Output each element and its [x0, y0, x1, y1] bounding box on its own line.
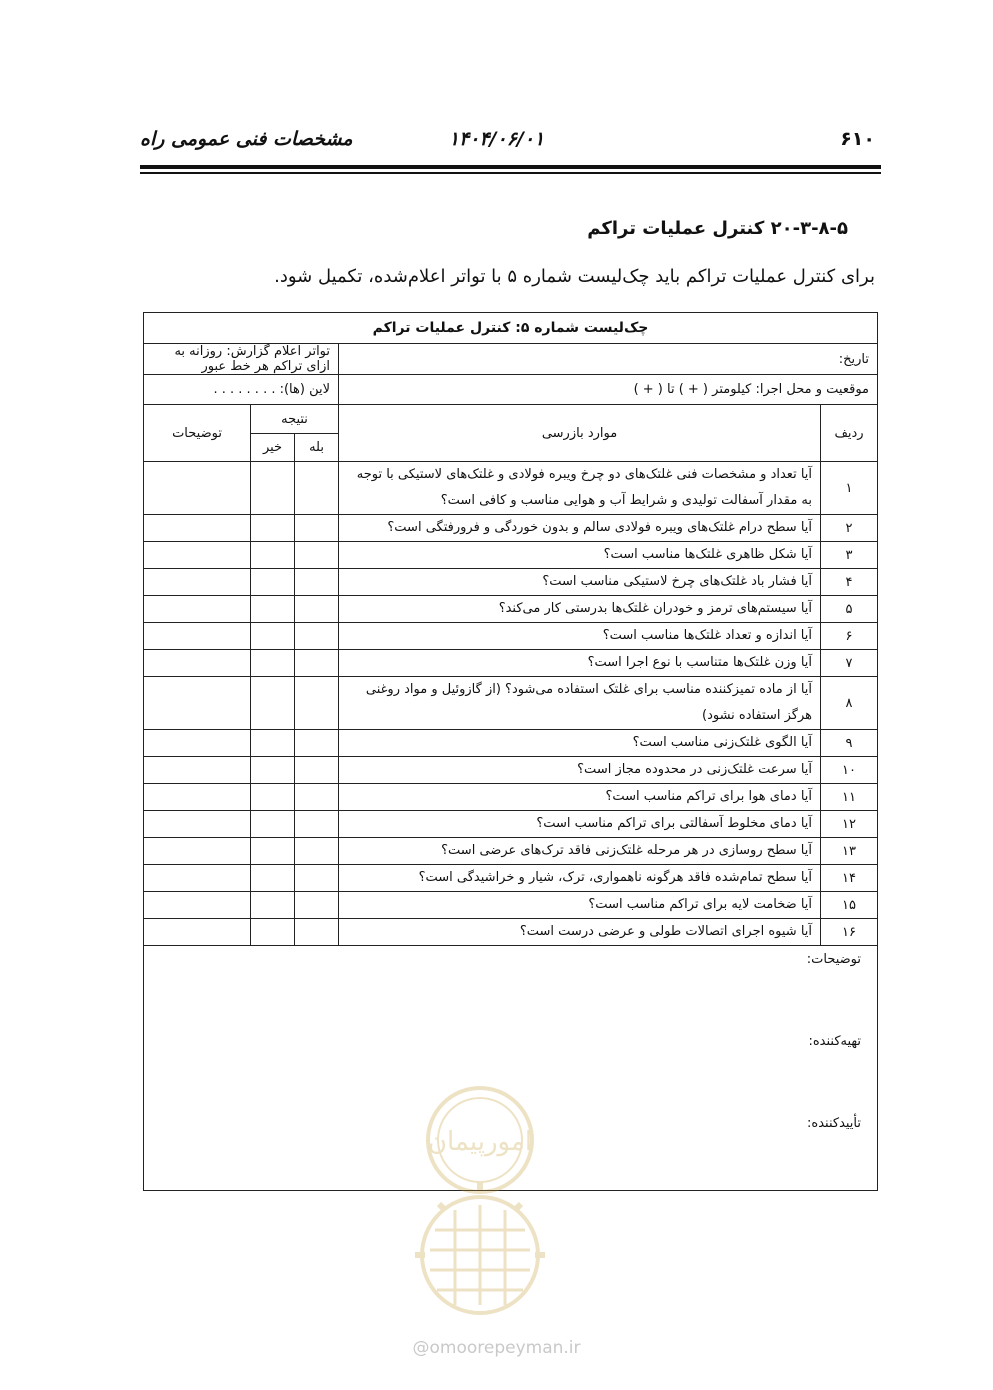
watermark-logo: [385, 1080, 575, 1340]
row-no-cell: [251, 730, 295, 757]
row-number: ۶: [821, 623, 878, 650]
row-number: ۱۵: [821, 892, 878, 919]
row-yes-cell: [295, 569, 339, 596]
row-no-cell: [251, 838, 295, 865]
row-no-cell: [251, 865, 295, 892]
col-header-notes: توضیحات: [144, 405, 251, 462]
row-yes-cell: [295, 542, 339, 569]
table-row: [144, 650, 878, 677]
col-header-row: ردیف: [821, 405, 878, 462]
row-number: ۵: [821, 596, 878, 623]
row-yes-cell: [295, 865, 339, 892]
row-question: آیا از ماده تمیزکننده مناسب برای غلتک استفاده می‌شود؟ (از گازوئیل و مواد روغنی هرگز استفاده نشود): [339, 677, 821, 730]
row-question: آیا الگوی غلتک‌زنی مناسب است؟: [339, 730, 821, 757]
row-question: آیا اندازه و تعداد غلتک‌ها مناسب است؟: [339, 623, 821, 650]
row-no-cell: [251, 892, 295, 919]
row-number: ۷: [821, 650, 878, 677]
row-yes-cell: [295, 892, 339, 919]
row-no-cell: [251, 784, 295, 811]
table-row: [144, 677, 878, 730]
row-yes-cell: [295, 462, 339, 515]
row-notes-cell: [144, 462, 251, 515]
col-header-result: نتیجه: [251, 405, 339, 434]
table-row: [144, 623, 878, 650]
row-number: ۴: [821, 569, 878, 596]
table-row: [144, 865, 878, 892]
row-yes-cell: [295, 757, 339, 784]
row-yes-cell: [295, 515, 339, 542]
row-question: آیا دمای هوا برای تراکم مناسب است؟: [339, 784, 821, 811]
section-intro: برای کنترل عملیات تراکم باید چک‌لیست شماره ۵ با تواتر اعلام‌شده، تکمیل شود.: [274, 266, 875, 287]
row-question: آیا سطح درام غلتک‌های ویبره فولادی سالم و بدون خوردگی و فرورفتگی است؟: [339, 515, 821, 542]
table-row: [144, 838, 878, 865]
row-number: ۹: [821, 730, 878, 757]
row-number: ۳: [821, 542, 878, 569]
header-date: ۱۴۰۴/۰۶/۰۱: [448, 128, 545, 150]
row-notes-cell: [144, 784, 251, 811]
table-row: [144, 596, 878, 623]
row-number: ۱۳: [821, 838, 878, 865]
row-notes-cell: [144, 838, 251, 865]
row-yes-cell: [295, 784, 339, 811]
date-field: تاریخ:: [339, 344, 878, 375]
row-notes-cell: [144, 569, 251, 596]
checklist-title: چک‌لیست شماره ۵: کنترل عملیات تراکم: [144, 313, 878, 344]
row-yes-cell: [295, 811, 339, 838]
row-no-cell: [251, 677, 295, 730]
row-notes-cell: [144, 542, 251, 569]
row-question: آیا سطح روسازی در هر مرحله غلتک‌زنی فاقد ترک‌های عرضی است؟: [339, 838, 821, 865]
row-yes-cell: [295, 650, 339, 677]
table-row: [144, 757, 878, 784]
row-yes-cell: [295, 919, 339, 946]
row-notes-cell: [144, 865, 251, 892]
row-question: آیا سرعت غلتک‌زنی در محدوده مجاز است؟: [339, 757, 821, 784]
header-page-number: ۶۱۰: [840, 128, 875, 150]
row-question: آیا وزن غلتک‌ها متناسب با نوع اجرا است؟: [339, 650, 821, 677]
row-notes-cell: [144, 677, 251, 730]
table-row: [144, 919, 878, 946]
row-no-cell: [251, 650, 295, 677]
row-question: آیا دمای مخلوط آسفالتی برای تراکم مناسب است؟: [339, 811, 821, 838]
row-yes-cell: [295, 596, 339, 623]
location-field: موقعیت و محل اجرا: کیلومتر ( + ) تا ( + ): [339, 375, 878, 405]
checklist-rows: [144, 462, 878, 946]
preparer-label: تهیه‌کننده:: [808, 1034, 862, 1049]
row-notes-cell: [144, 650, 251, 677]
frequency-field: تواتر اعلام گزارش: روزانه به ازای تراکم هر خط عبور: [144, 344, 339, 375]
header-book-title: مشخصات فنی عمومی راه: [140, 128, 353, 150]
row-number: ۱۴: [821, 865, 878, 892]
row-no-cell: [251, 542, 295, 569]
table-row: [144, 730, 878, 757]
row-question: آیا شکل ظاهری غلتک‌ها مناسب است؟: [339, 542, 821, 569]
row-no-cell: [251, 919, 295, 946]
table-row: [144, 515, 878, 542]
row-no-cell: [251, 811, 295, 838]
table-row: [144, 892, 878, 919]
row-notes-cell: [144, 515, 251, 542]
row-no-cell: [251, 757, 295, 784]
header-rule-thin: [140, 172, 881, 174]
row-question: آیا فشار باد غلتک‌های چرخ لاستیکی مناسب است؟: [339, 569, 821, 596]
row-question: آیا تعداد و مشخصات فنی غلتک‌های دو چرخ ویبره فولادی و غلتک‌های لاستیکی با توجه به مقدار آسفالت تولیدی و شرایط آب و هوایی مناسب و کافی است؟: [339, 462, 821, 515]
row-number: ۱: [821, 462, 878, 515]
row-number: ۱۶: [821, 919, 878, 946]
row-yes-cell: [295, 623, 339, 650]
row-notes-cell: [144, 730, 251, 757]
checklist-table: [143, 312, 878, 1191]
row-question: آیا سیستم‌های ترمز و خودران غلتک‌ها بدرستی کار می‌کند؟: [339, 596, 821, 623]
row-yes-cell: [295, 730, 339, 757]
watermark-site: @omoorepeyman.ir: [412, 1338, 581, 1358]
col-header-no: خیر: [251, 434, 295, 462]
row-notes-cell: [144, 919, 251, 946]
row-notes-cell: [144, 623, 251, 650]
table-row: [144, 542, 878, 569]
row-notes-cell: [144, 811, 251, 838]
row-no-cell: [251, 596, 295, 623]
row-number: ۸: [821, 677, 878, 730]
row-notes-cell: [144, 892, 251, 919]
row-number: ۱۲: [821, 811, 878, 838]
row-no-cell: [251, 515, 295, 542]
row-notes-cell: [144, 596, 251, 623]
row-no-cell: [251, 623, 295, 650]
row-yes-cell: [295, 677, 339, 730]
table-row: [144, 811, 878, 838]
lanes-field: لاین (ها): . . . . . . . .: [144, 375, 339, 405]
svg-text:امورپیمان: امورپیمان: [427, 1127, 533, 1157]
row-no-cell: [251, 462, 295, 515]
row-notes-cell: [144, 757, 251, 784]
row-question: آیا سطح تمام‌شده فاقد هرگونه ناهمواری، ترک، شیار و خراشیدگی است؟: [339, 865, 821, 892]
col-header-items: موارد بازرسی: [339, 405, 821, 462]
header-rule-thick: [140, 165, 881, 169]
section-title: ۲۰-۳-۸-۵ کنترل عملیات تراکم: [587, 218, 848, 239]
table-row: [144, 462, 878, 515]
row-number: ۱۰: [821, 757, 878, 784]
row-question: آیا ضخامت لایه برای تراکم مناسب است؟: [339, 892, 821, 919]
row-no-cell: [251, 569, 295, 596]
approver-label: تأییدکننده:: [807, 1116, 862, 1131]
col-header-yes: بله: [295, 434, 339, 462]
table-row: [144, 569, 878, 596]
row-yes-cell: [295, 838, 339, 865]
row-number: ۱۱: [821, 784, 878, 811]
table-row: [144, 784, 878, 811]
notes-label: توضیحات:: [806, 952, 862, 967]
row-question: آیا شیوه اجرای اتصالات طولی و عرضی درست است؟: [339, 919, 821, 946]
row-number: ۲: [821, 515, 878, 542]
